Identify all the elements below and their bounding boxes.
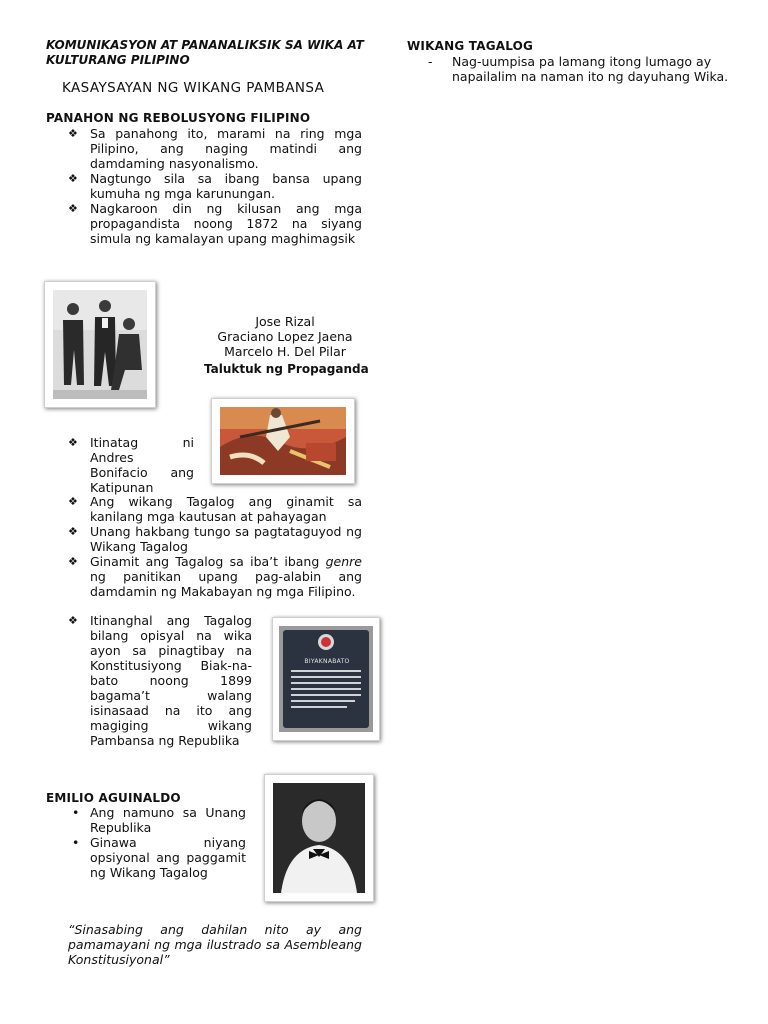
name-line: Marcelo H. Del Pilar	[224, 344, 346, 359]
tagalog-section-title: WIKANG TAGALOG	[407, 39, 534, 53]
list-item: ❖ Nagtungo sila sa ibang bansa upang kumuha ng mga karunungan.	[68, 171, 362, 201]
name-line: Graciano Lopez Jaena	[217, 329, 353, 344]
revolution-section-title: PANAHON NG REBOLUSYONG FILIPINO	[46, 111, 311, 125]
katipunan-painting	[211, 398, 355, 484]
list-item: ❖ Itinanghal ang Tagalog bilang opisyal na wika ayon sa pinagtibay na Konstitusiyong Biak-na-bato noong 1899 bagama’t walang isinasaad na ito ang magiging wikang Pambansa ng Republika	[68, 613, 252, 748]
name-line: Jose Rizal	[255, 314, 315, 329]
list-item: • Ginawa niyang opsiyonal ang paggamit ng Wikang Tagalog	[68, 835, 246, 880]
aguinaldo-section-title: EMILIO AGUINALDO	[46, 791, 181, 805]
genre-word: genre	[325, 554, 362, 569]
tagalog-item: - Nag-uumpisa pa lamang itong lumago ay napailalim na naman ito ng dayuhang Wika.	[426, 54, 744, 84]
page-title: KASAYSAYAN NG WIKANG PAMBANSA	[62, 80, 325, 96]
aguinaldo-list	[68, 805, 246, 880]
propaganda-names	[196, 314, 374, 359]
list-item: ❖ Ang wikang Tagalog ang ginamit sa kanilang mga kautusan at pahayagan	[68, 494, 362, 524]
list-item: ❖ Sa panahong ito, marami na ring mga Pilipino, ang naging matindi ang damdaming nasyonalismo.	[68, 126, 362, 171]
biak-na-bato-marker-photo	[272, 617, 380, 741]
revolution-list	[68, 126, 362, 246]
aguinaldo-portrait	[264, 774, 374, 902]
list-item: • Ang namuno sa Unang Republika	[68, 805, 246, 835]
marker-title: BIYAKNABATO	[304, 658, 350, 665]
katipunan-list	[68, 494, 362, 599]
list-item: ❖ Unang hakbang tungo sa pagtataguyod ng Wikang Tagalog	[68, 524, 362, 554]
course-title: KOMUNIKASYON AT PANANALIKSIK SA WIKA AT KULTURANG PILIPINO	[46, 38, 364, 67]
katipunan-founding-list	[68, 435, 194, 495]
official-language-list	[68, 613, 252, 748]
list-item: ❖ Nagkaroon din ng kilusan ang mga propagandista noong 1872 na siyang simula ng kamalayan upang maghimagsik	[68, 201, 362, 246]
propaganda-caption: Taluktuk ng Propaganda	[204, 362, 369, 376]
list-item: ❖ Itinatag ni Andres Bonifacio ang Katipunan	[68, 435, 194, 495]
aguinaldo-quote: “Sinasabing ang dahilan nito ay ang pamamayani ng mga ilustrado sa Asembleang Konstitusiyonal”	[68, 922, 362, 967]
propaganda-trio-photo	[44, 281, 156, 408]
list-item: ❖ Ginamit ang Tagalog sa iba’t ibang genre ng panitikan upang pag-alabin ang damdamin ng Makabayan ng mga Filipino.	[68, 554, 362, 599]
